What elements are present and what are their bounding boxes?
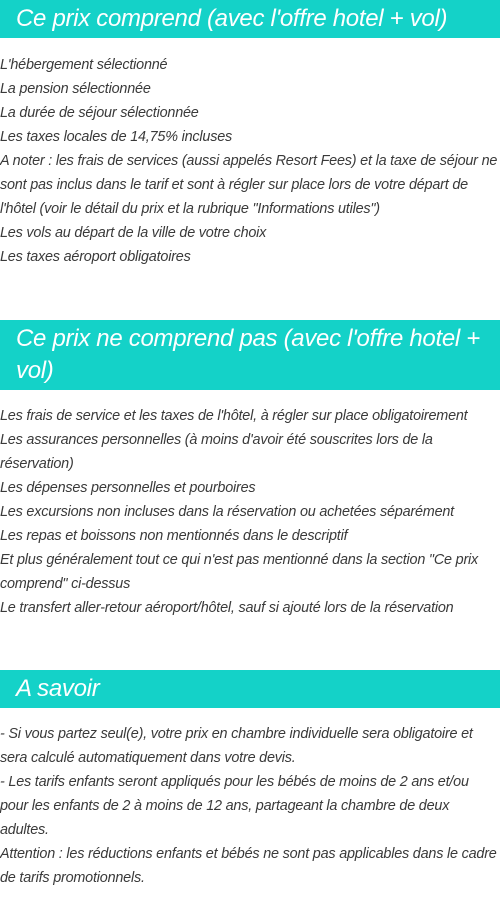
section-title-included: Ce prix comprend (avec l'offre hotel + vol) xyxy=(0,0,500,38)
a-savoir-text xyxy=(0,722,500,890)
section-title-a-savoir: A savoir xyxy=(0,670,500,708)
list-item: Les taxes locales de 14,75% incluses xyxy=(0,129,232,145)
list-item: Les excursions non incluses dans la réservation ou achetées séparément xyxy=(0,504,454,520)
included-list xyxy=(0,53,500,269)
list-item: L'hébergement sélectionné xyxy=(0,57,168,73)
list-item: La durée de séjour sélectionnée xyxy=(0,105,199,121)
paragraph: Attention : les réductions enfants et bébés ne sont pas applicables dans le cadre de tarifs promotionnels. xyxy=(0,846,497,886)
list-item: Et plus généralement tout ce qui n'est pas mentionné dans la section "Ce prix comprend" ci-dessus xyxy=(0,552,479,592)
section-title-not-included: Ce prix ne comprend pas (avec l'offre hotel + vol) xyxy=(0,320,500,390)
list-item: Le transfert aller-retour aéroport/hôtel, sauf si ajouté lors de la réservation xyxy=(0,600,454,616)
list-item: Les assurances personnelles (à moins d'avoir été souscrites lors de la réservation) xyxy=(0,432,433,472)
list-item: A noter : les frais de services (aussi appelés Resort Fees) et la taxe de séjour ne sont pas inclus dans le tarif et sont à régler sur place lors de votre départ de l'hôtel (voir le détail du prix et la rubrique "Informations utiles") xyxy=(0,153,498,217)
list-item: Les frais de service et les taxes de l'hôtel, à régler sur place obligatoirement xyxy=(0,408,468,424)
paragraph: - Si vous partez seul(e), votre prix en chambre individuelle sera obligatoire et sera calculé automatiquement dans votre devis. xyxy=(0,726,473,766)
not-included-list xyxy=(0,404,500,620)
list-item: Les taxes aéroport obligatoires xyxy=(0,249,191,265)
list-item: Les dépenses personnelles et pourboires xyxy=(0,480,256,496)
list-item: La pension sélectionnée xyxy=(0,81,151,97)
list-item: Les vols au départ de la ville de votre choix xyxy=(0,225,267,241)
paragraph: - Les tarifs enfants seront appliqués pour les bébés de moins de 2 ans et/ou pour les enfants de 2 à moins de 12 ans, partageant la chambre de deux adultes. xyxy=(0,774,469,838)
list-item: Les repas et boissons non mentionnés dans le descriptif xyxy=(0,528,348,544)
